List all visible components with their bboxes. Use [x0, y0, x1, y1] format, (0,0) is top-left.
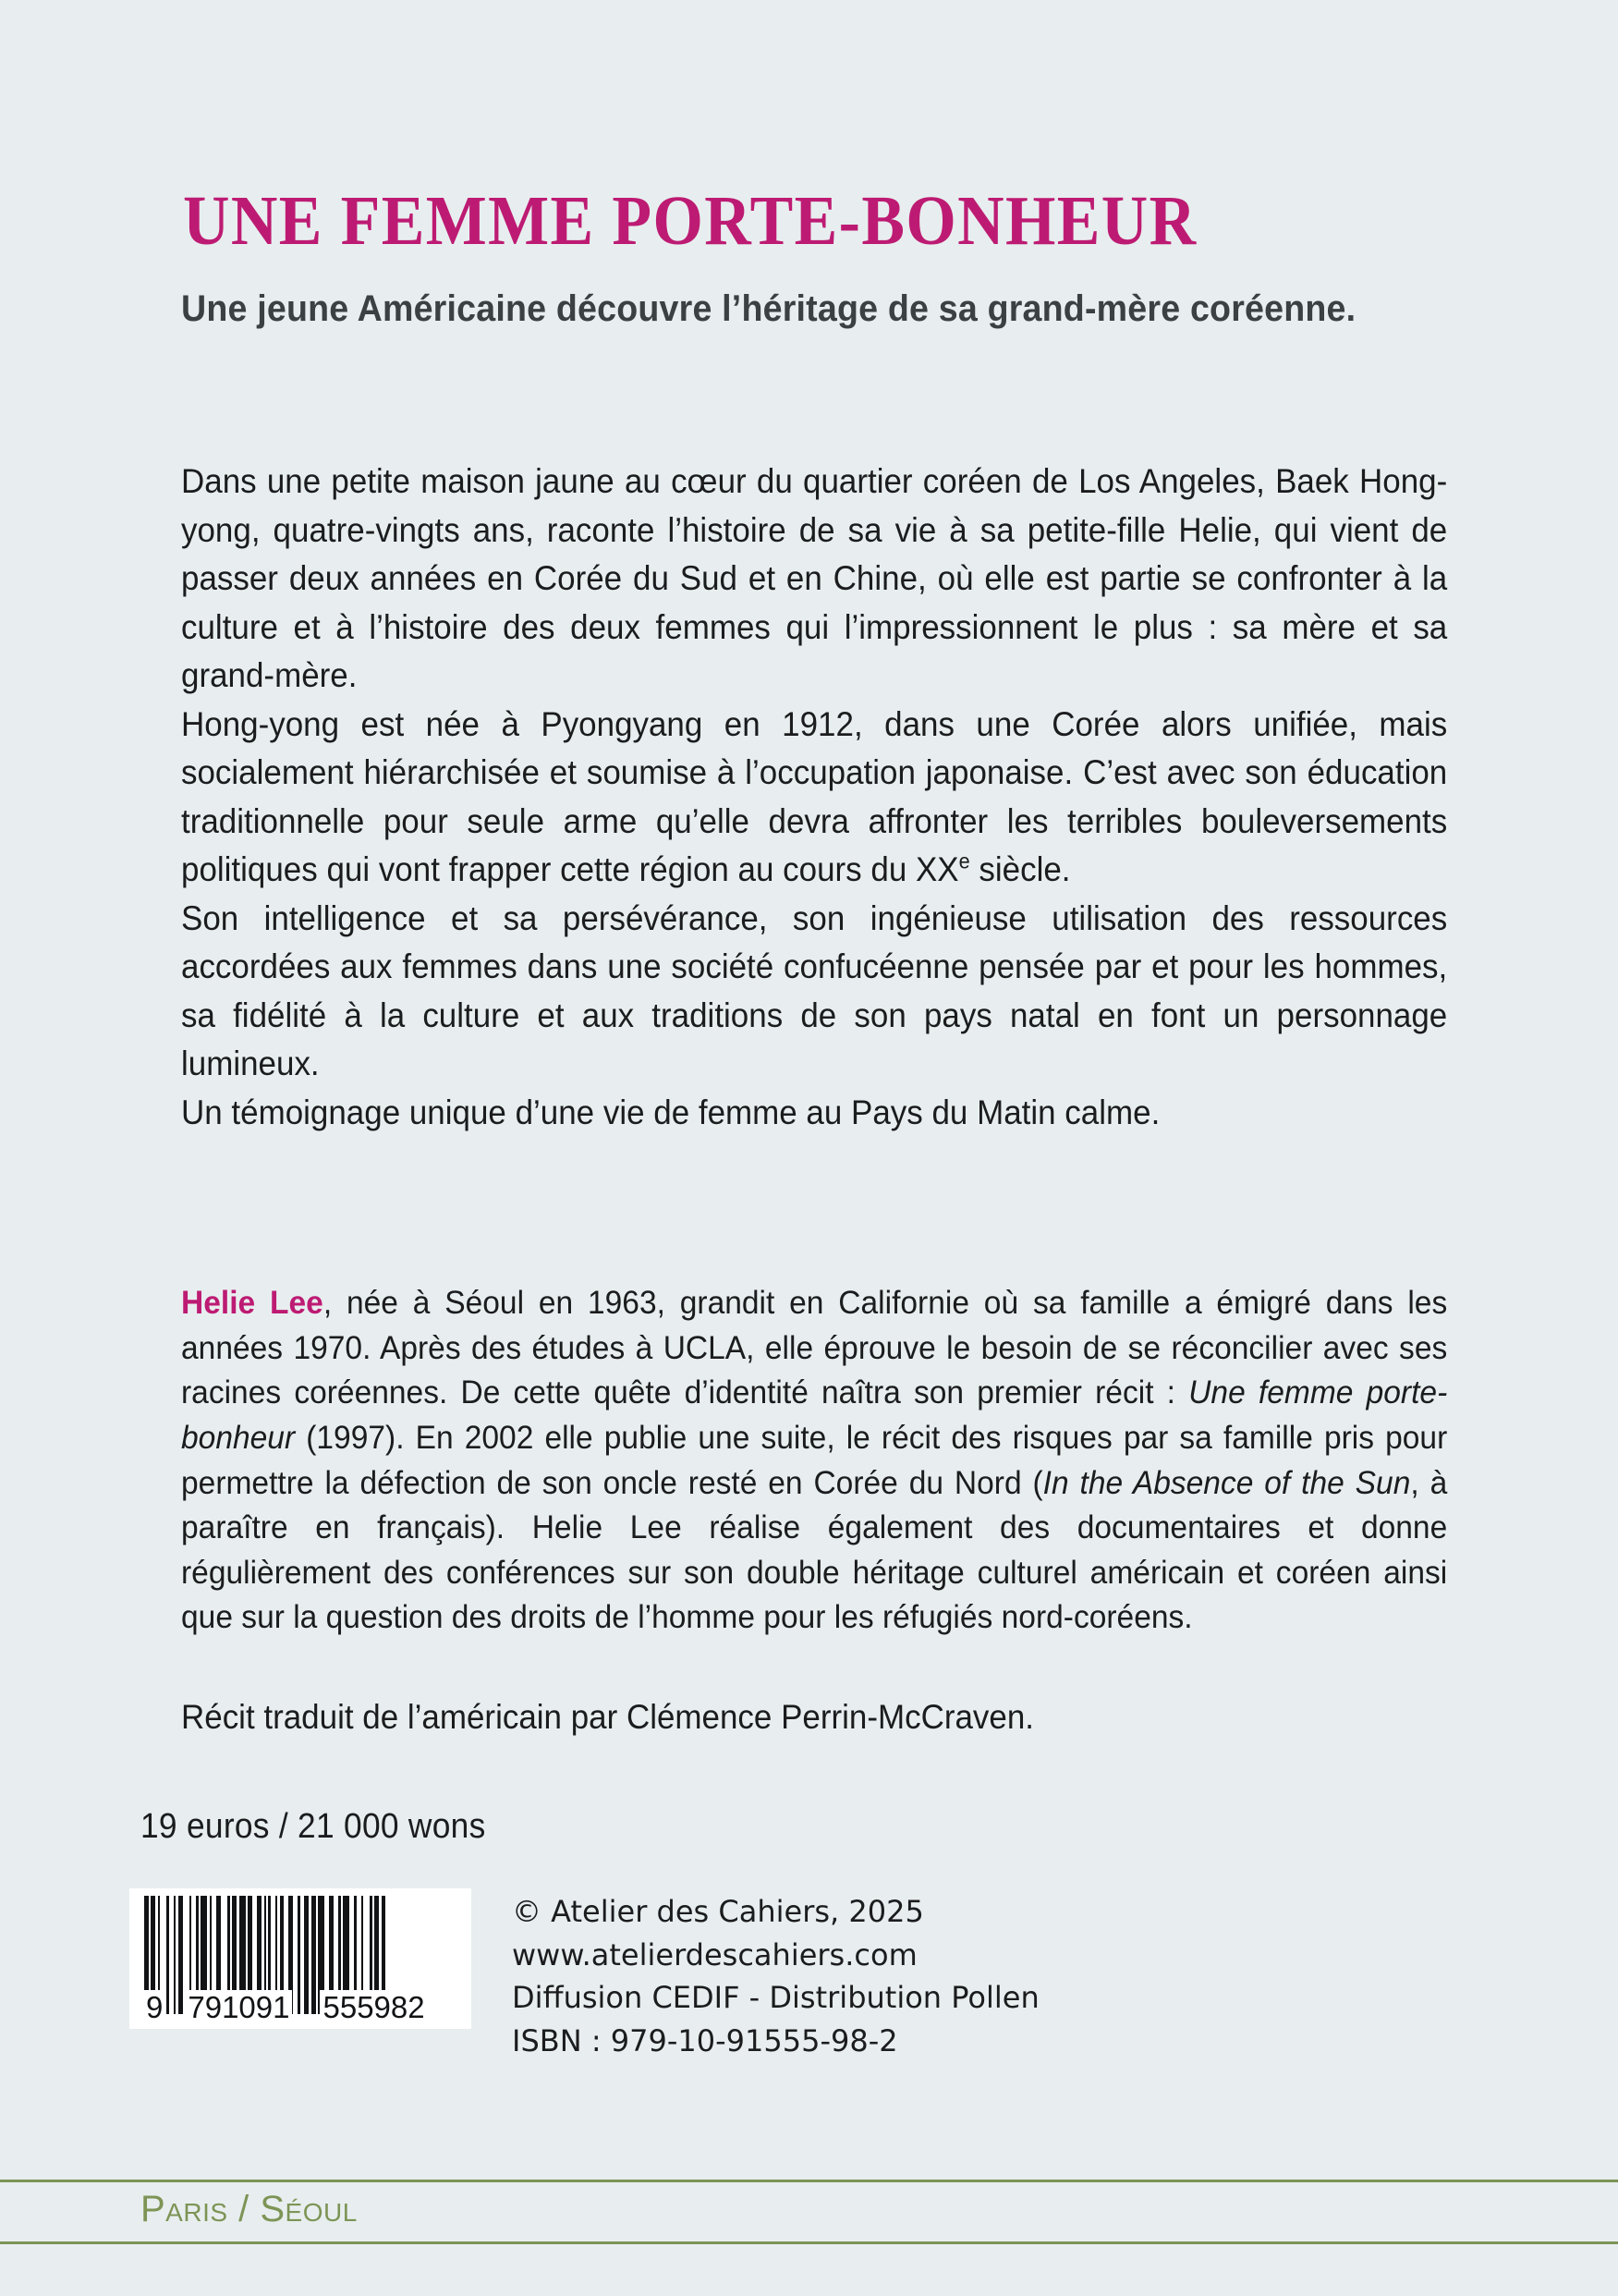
blurb-paragraph-4: Un témoignage unique d’une vie de femme au Pays du Matin calme. — [181, 1093, 1161, 1131]
author-bio-segment-2: (1997). En 2002 elle publie une suite, le récit des risques par sa famille pris pour permettre la défection de son oncle resté en Corée du Nord ( — [181, 1418, 1448, 1501]
barcode-and-publisher-row — [129, 1888, 1040, 2063]
blurb-paragraph-2 — [181, 701, 1447, 895]
blurb-paragraph-3: Son intelligence et sa persévérance, son ingénieuse utilisation des ressources accordées aux femmes dans une société confucéenne pensée par et pour les hommes, sa fidélité à la culture et aux traditions de son pays natal en font un personnage lumineux. — [181, 898, 1448, 1083]
translator-credit: Récit traduit de l’américain par Clémence Perrin-McCraven. — [181, 1698, 1035, 1736]
author-bio-segment-3: , à paraître en français). Helie Lee réalise également des documentaires et donne régulièrement des conférences sur son double héritage culturel américain et coréen ainsi que sur la question des droits de l’homme pour les réfugiés nord-coréens. — [181, 1463, 1448, 1636]
author-bio-paragraph — [181, 1280, 1447, 1640]
publisher-copyright: © Atelier des Cahiers, 2025 — [512, 1894, 924, 1929]
author-bio — [181, 1280, 1447, 1640]
blurb-paragraph-2-part-1: Hong-yong est née à Pyongyang en 1912, dans une Corée alors unifiée, mais socialement hiérarchisée et soumise à l’occupation japonaise. C’est avec son éducation traditionnelle pour seule arme qu’elle devra affronter les terribles bouleversements politiques qui vont frapper cette région au cours du XX — [181, 704, 1448, 889]
blurb-paragraph-1: Dans une petite maison jaune au cœur du quartier coréen de Los Angeles, Baek Hong-yong, quatre-vingts ans, raconte l’histoire de sa vie à sa petite-fille Helie, qui vient de passer deux années en Corée du Sud et en Chine, où elle est partie se confronter à la culture et à l’histoire des deux femmes qui l’impressionnent le plus : sa mère et sa grand-mère. — [181, 462, 1448, 695]
publisher-isbn: ISBN : 979-10-91555-98-2 — [512, 2023, 898, 2059]
publisher-distribution: Diffusion CEDIF - Distribution Pollen — [512, 1980, 1040, 2016]
publisher-cities-label: Paris / Séoul — [140, 2189, 358, 2229]
ordinal-suffix: e — [958, 849, 970, 873]
footer-divider-bottom — [0, 2241, 1618, 2244]
ean13-barcode — [129, 1888, 471, 2029]
barcode-digit-group-1: 791091 — [185, 1990, 292, 2025]
author-bio-segment-1: , née à Séoul en 1963, grandit en Californie où sa famille a émigré dans les années 1970. Après des études à UCLA, elle éprouve le besoin de se réconcilier avec ses racines coréennes. De cette quête d’identité naîtra son premier récit : — [181, 1284, 1448, 1411]
book-title: UNE FEMME PORTE-BONHEUR — [183, 181, 1198, 260]
publisher-website[interactable]: www.atelierdescahiers.com — [512, 1936, 918, 1972]
price-label: 19 euros / 21 000 wons — [140, 1807, 486, 1846]
publisher-info — [512, 1888, 1040, 2063]
blurb-paragraph-2-part-2: siècle. — [969, 850, 1071, 889]
book-subtitle: Une jeune Américaine découvre l’héritage de sa grand-mère coréenne. — [181, 288, 1356, 329]
barcode-digit-left: 9 — [146, 1990, 164, 2024]
author-name: Helie Lee — [181, 1284, 323, 1321]
barcode-digit-group-2: 555982 — [320, 1990, 427, 2025]
referenced-book-title-2: In the Absence of the Sun — [1042, 1463, 1411, 1501]
blurb-body — [181, 458, 1447, 1137]
footer-divider-top — [0, 2180, 1618, 2182]
referenced-book-title-1: Une femme porte-bonheur — [181, 1374, 1448, 1456]
barcode-digits — [139, 1990, 462, 2025]
